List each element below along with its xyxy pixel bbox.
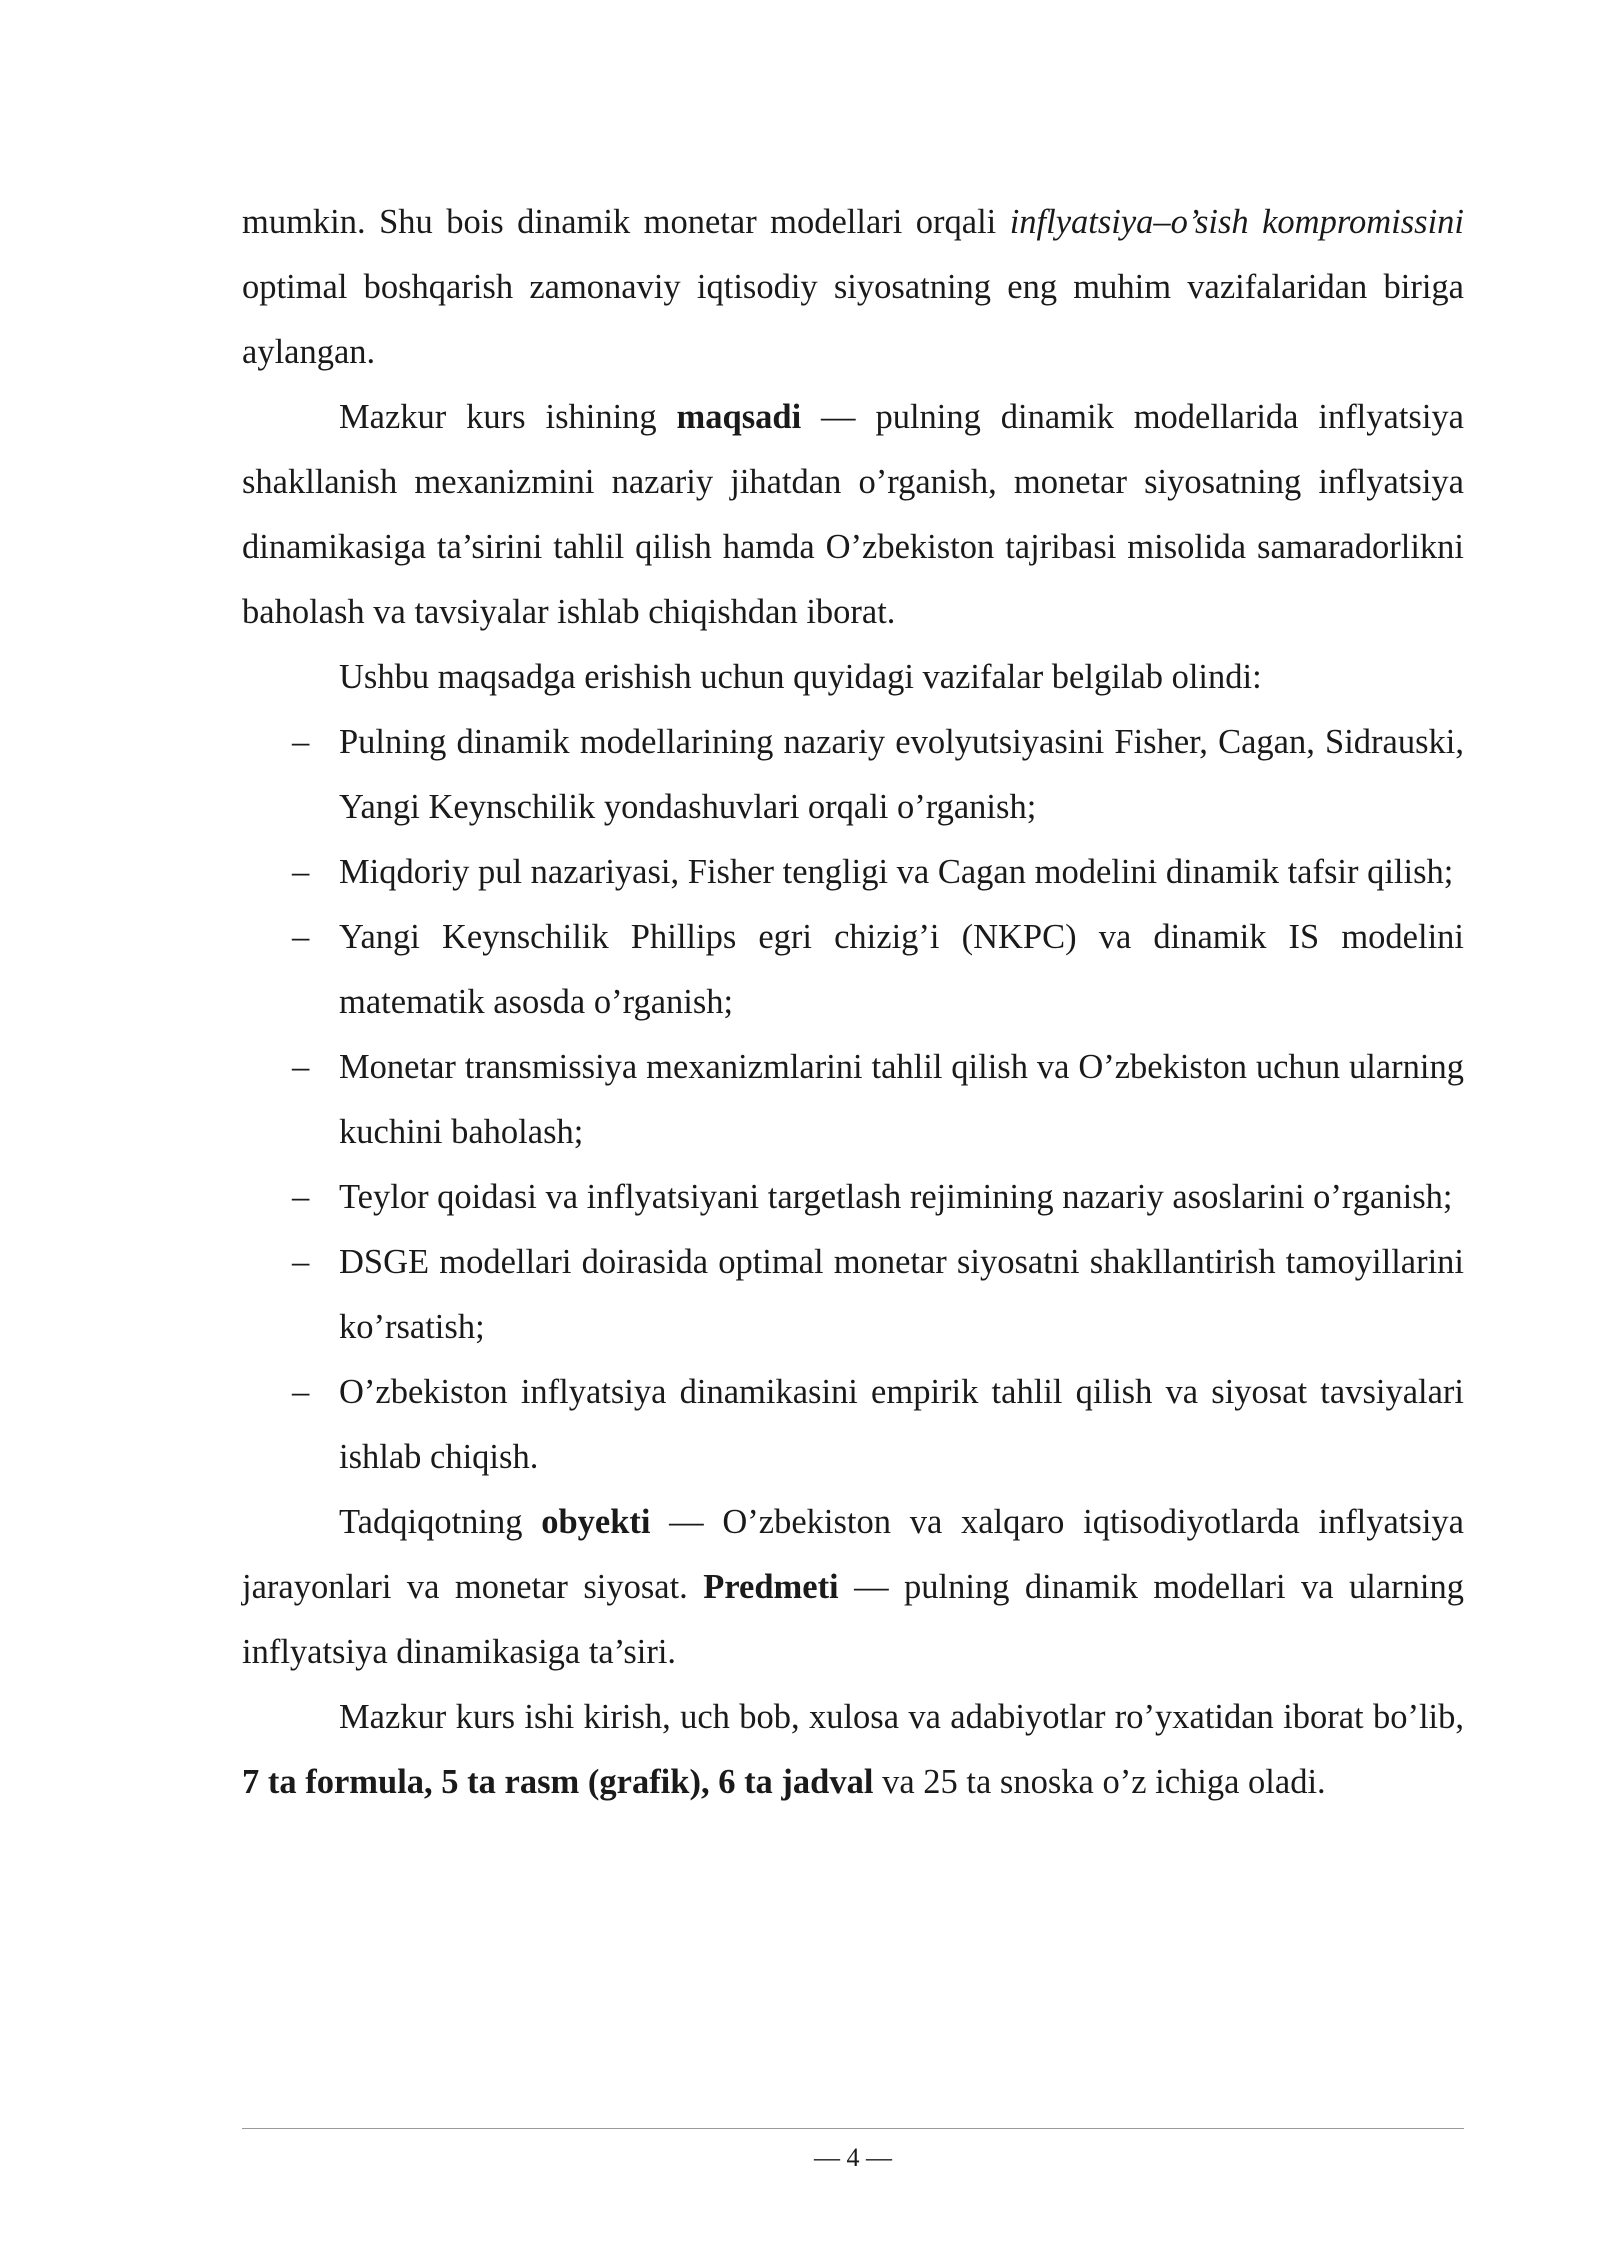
list-item-text: DSGE modellari doirasida optimal monetar siyosatni shakllantirish tamoyillarini ko’rsatish; — [339, 1243, 1464, 1346]
list-item-text: Monetar transmissiya mexanizmlarini tahlil qilish va O’zbekiston uchun ularning kuchini baholash; — [339, 1048, 1464, 1151]
text-run: Tadqiqotning — [339, 1503, 542, 1541]
list-item — [242, 1165, 1464, 1230]
text-run: — pulning dinamik modellari va ularning inflyatsiya dinamikasiga ta’siri. — [242, 1568, 1465, 1671]
paragraph-structure — [242, 1685, 1464, 1815]
bold-counts: 7 ta formula, 5 ta rasm (grafik), 6 ta jadval — [242, 1763, 874, 1801]
list-item — [242, 1035, 1464, 1165]
text-run: Mazkur kurs ishi kirish, uch bob, xulosa va adabiyotlar ro’yxatidan iborat bo’lib, — [339, 1698, 1464, 1736]
list-item — [242, 905, 1464, 1035]
list-item-text: Teylor qoidasi va inflyatsiyani targetlash rejimining nazariy asoslarini o’rganish; — [339, 1178, 1453, 1216]
text-run: va 25 ta snoska o’z ichiga oladi. — [873, 1763, 1326, 1801]
page-body — [242, 190, 1464, 1815]
italic-term: inflyatsiya–o’sish kompromissini — [1009, 203, 1464, 241]
list-item-text: Pulning dinamik modellarining nazariy evolyutsiyasini Fisher, Cagan, Sidrauski, Yangi Keynschilik yondashuvlari orqali o’rganish; — [339, 723, 1464, 826]
paragraph-tasks-intro: Ushbu maqsadga erishish uchun quyidagi vazifalar belgilab olindi: — [339, 658, 1262, 696]
list-item-text: O’zbekiston inflyatsiya dinamikasini empirik tahlil qilish va siyosat tavsiyalari ishlab chiqish. — [339, 1373, 1464, 1476]
text-run: — pulning dinamik modellarida inflyatsiya shakllanish mexanizmini nazariy jihatdan o’rganish, monetar siyosatning inflyatsiya dinamikasiga ta’sirini tahlil qilish hamda O’zbekiston tajribasi misolida samaradorlikni baholash va tavsiyalar ishlab chiqishdan iborat. — [242, 398, 1464, 631]
dash-bullet: – — [292, 723, 310, 761]
dash-bullet: – — [292, 853, 310, 891]
text-run: mumkin. Shu bois dinamik monetar modellari orqali — [242, 203, 1010, 241]
text-run: Mazkur kurs ishining — [339, 398, 677, 436]
list-item — [242, 1230, 1464, 1360]
dash-bullet: – — [292, 1048, 310, 1086]
list-item — [242, 710, 1464, 840]
paragraph-intro-continuation — [242, 190, 1464, 385]
dash-bullet: – — [292, 1178, 310, 1216]
text-run: — O’zbekiston va xalqaro iqtisodiyotlarda inflyatsiya jarayonlari va monetar siyosat. — [242, 1503, 1464, 1606]
dash-bullet: – — [292, 1243, 310, 1281]
list-item — [242, 1360, 1464, 1490]
dash-bullet: – — [292, 1373, 310, 1411]
bold-term-subject: Predmeti — [703, 1568, 839, 1606]
list-item-text: Miqdoriy pul nazariyasi, Fisher tengligi va Cagan modelini dinamik tafsir qilish; — [339, 853, 1454, 891]
dash-bullet: – — [292, 918, 310, 956]
page-number: — 4 — — [814, 2143, 892, 2172]
task-list — [242, 710, 1464, 1490]
footer-divider — [242, 2128, 1464, 2129]
paragraph-goal — [242, 385, 1464, 645]
list-item — [242, 840, 1464, 905]
list-item-text: Yangi Keynschilik Phillips egri chizig’i (NKPC) va dinamik IS modelini matematik asosda o’rganish; — [339, 918, 1464, 1021]
paragraph-object-subject — [242, 1490, 1464, 1685]
text-run: optimal boshqarish zamonaviy iqtisodiy siyosatning eng muhim vazifalaridan biriga aylangan. — [242, 268, 1464, 371]
bold-term-object: obyekti — [541, 1503, 651, 1541]
bold-term-goal: maqsadi — [676, 398, 802, 436]
